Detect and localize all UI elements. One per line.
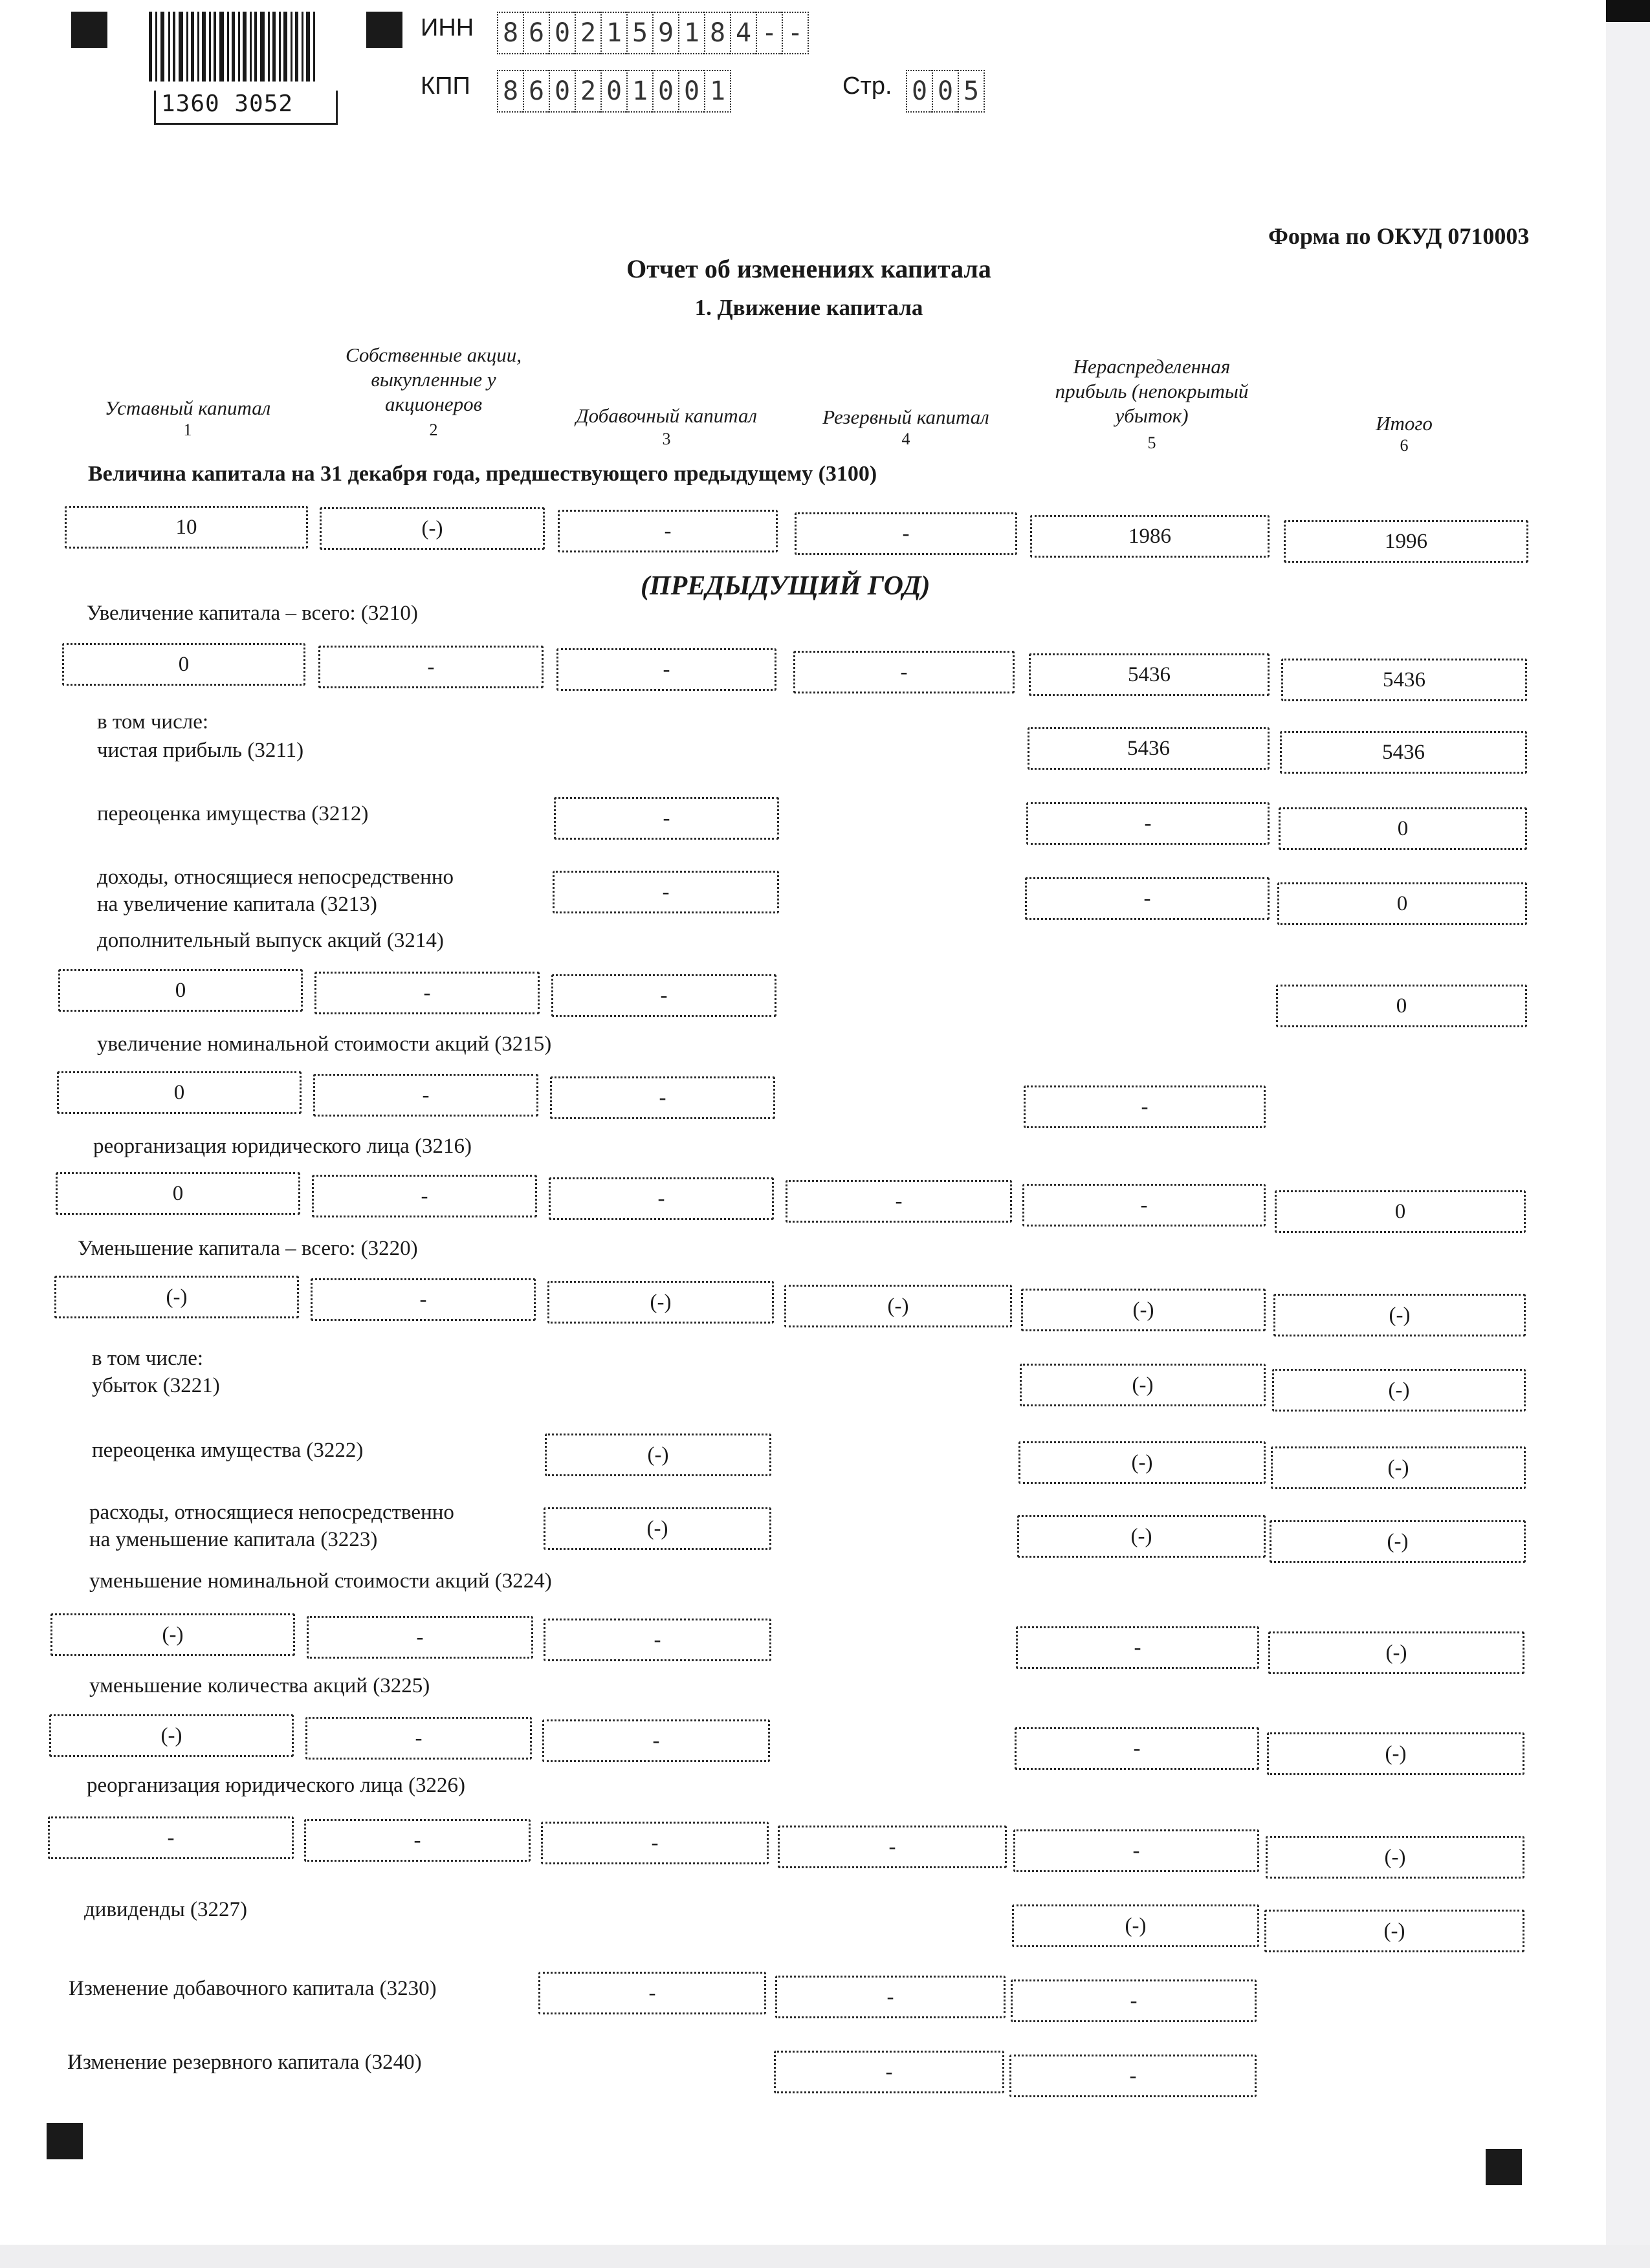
scan-right-edge xyxy=(1606,0,1650,2268)
inn-cell: - xyxy=(782,12,809,54)
column-header-5: Нераспределенная прибыль (непокрытый убыток) xyxy=(1055,355,1249,427)
cell-3226-col5[interactable]: - xyxy=(1013,1829,1259,1872)
cell-3221-col5[interactable]: (-) xyxy=(1020,1364,1266,1406)
inn-label: ИНН xyxy=(421,14,474,41)
barcode-number: 1360 3052 xyxy=(154,91,338,125)
inn-cell: 5 xyxy=(626,12,652,54)
registration-marker-top-center xyxy=(366,12,402,48)
row-label-3223-line2: на уменьшение капитала (3223) xyxy=(89,1528,378,1551)
cell-3220-col6[interactable]: (-) xyxy=(1273,1294,1526,1336)
page-number-cell: 0 xyxy=(906,70,932,113)
cell-3225-col6[interactable]: (-) xyxy=(1267,1732,1524,1775)
cell-3216-col5[interactable]: - xyxy=(1022,1184,1266,1227)
page-number-field[interactable] xyxy=(906,70,985,113)
row-label-3216: реорганизация юридического лица (3216) xyxy=(93,1135,472,1158)
cell-3222-col3[interactable]: (-) xyxy=(545,1434,771,1476)
column-number-1: 1 xyxy=(183,420,192,439)
cell-3216-col6[interactable]: 0 xyxy=(1275,1190,1526,1233)
cell-3214-col1[interactable]: 0 xyxy=(58,969,303,1012)
cell-3223-col6[interactable]: (-) xyxy=(1270,1520,1526,1563)
cell-3220-col4[interactable]: (-) xyxy=(784,1285,1012,1327)
cell-3100-col3[interactable]: - xyxy=(558,510,778,552)
inn-cell: 1 xyxy=(600,12,626,54)
column-number-6: 6 xyxy=(1400,436,1409,455)
cell-3240-col4[interactable]: - xyxy=(774,2051,1004,2093)
column-header-6: Итого xyxy=(1376,412,1433,435)
row-label-3212: переоценка имущества (3212) xyxy=(97,802,369,825)
row-label-3240: Изменение резервного капитала (3240) xyxy=(67,2051,422,2074)
column-number-2: 2 xyxy=(429,420,438,439)
cell-3216-col4[interactable]: - xyxy=(786,1180,1012,1223)
barcode-icon xyxy=(110,12,324,82)
row-label-3213-line2: на увеличение капитала (3213) xyxy=(97,893,377,916)
cell-3227-col5[interactable]: (-) xyxy=(1012,1904,1259,1947)
inn-cell: 8 xyxy=(704,12,730,54)
row-label-3221-prefix: в том числе: xyxy=(92,1347,204,1370)
page-number-cell: 5 xyxy=(958,70,985,113)
cell-3226-col2[interactable]: - xyxy=(304,1819,531,1862)
row-label-3210: Увеличение капитала – всего: (3210) xyxy=(87,602,418,625)
cell-3215-col2[interactable]: - xyxy=(313,1074,538,1117)
column-number-5: 5 xyxy=(1147,433,1156,452)
cell-3222-col6[interactable]: (-) xyxy=(1271,1446,1526,1489)
cell-3100-col2[interactable]: (-) xyxy=(320,507,545,550)
cell-3221-col6[interactable]: (-) xyxy=(1272,1369,1526,1412)
registration-marker-bottom-left xyxy=(47,2123,83,2159)
row-label-3223-line1: расходы, относящиеся непосредственно xyxy=(89,1501,454,1524)
kpp-cell: 1 xyxy=(626,70,652,113)
row-label-3221: убыток (3221) xyxy=(92,1374,220,1397)
cell-3210-col5[interactable]: 5436 xyxy=(1029,653,1270,696)
cell-3210-col2[interactable]: - xyxy=(318,646,544,688)
cell-3225-col2[interactable]: - xyxy=(305,1717,532,1760)
row-label-3211-prefix: в том числе: xyxy=(97,710,209,734)
cell-3216-col3[interactable]: - xyxy=(549,1177,774,1220)
cell-3225-col1[interactable]: (-) xyxy=(49,1714,294,1757)
cell-3240-col5[interactable]: - xyxy=(1009,2055,1257,2097)
cell-3213-col6[interactable]: 0 xyxy=(1277,882,1527,925)
cell-3212-col6[interactable]: 0 xyxy=(1279,807,1527,850)
cell-3216-col2[interactable]: - xyxy=(312,1175,537,1217)
row-label-3227: дивиденды (3227) xyxy=(84,1898,247,1921)
inn-cell: 6 xyxy=(523,12,549,54)
cell-3223-col5[interactable]: (-) xyxy=(1017,1515,1266,1558)
cell-3226-col4[interactable]: - xyxy=(778,1826,1007,1868)
cell-3211-col6[interactable]: 5436 xyxy=(1280,731,1527,774)
cell-3227-col6[interactable]: (-) xyxy=(1264,1910,1524,1952)
inn-field[interactable] xyxy=(497,12,809,54)
row-label-3226: реорганизация юридического лица (3226) xyxy=(87,1774,466,1797)
cell-3220-col1[interactable]: (-) xyxy=(54,1276,299,1318)
cell-3100-col1[interactable]: 10 xyxy=(65,506,308,549)
column-number-3: 3 xyxy=(662,430,671,448)
cell-3222-col5[interactable]: (-) xyxy=(1018,1441,1266,1484)
kpp-cell: 1 xyxy=(704,70,731,113)
cell-3211-col5[interactable]: 5436 xyxy=(1028,727,1270,770)
cell-3224-col6[interactable]: (-) xyxy=(1268,1631,1524,1674)
cell-3226-col6[interactable]: (-) xyxy=(1266,1836,1524,1879)
cell-3100-col6[interactable]: 1996 xyxy=(1284,520,1528,563)
page-label: Стр. xyxy=(842,72,892,100)
cell-3214-col6[interactable]: 0 xyxy=(1276,985,1527,1027)
column-header-1: Уставный капитал xyxy=(104,397,271,419)
page-title: Отчет об изменениях капитала xyxy=(626,254,991,283)
cell-3226-col3[interactable]: - xyxy=(541,1822,769,1864)
row-label-3225: уменьшение количества акций (3225) xyxy=(89,1674,430,1697)
registration-marker-top-left xyxy=(71,12,107,48)
kpp-cell: 0 xyxy=(652,70,678,113)
inn-cell: 0 xyxy=(549,12,575,54)
cell-3213-col3[interactable]: - xyxy=(553,871,779,913)
scan-edge-shadow xyxy=(1606,0,1650,22)
cell-3216-col1[interactable]: 0 xyxy=(56,1172,300,1215)
cell-3100-col4[interactable]: - xyxy=(795,512,1017,555)
cell-3226-col1[interactable]: - xyxy=(48,1816,294,1859)
row-label-3224: уменьшение номинальной стоимости акций (3224) xyxy=(89,1569,552,1593)
cell-3210-col3[interactable]: - xyxy=(556,648,776,691)
cell-3224-col5[interactable]: - xyxy=(1016,1626,1259,1669)
cell-3210-col6[interactable]: 5436 xyxy=(1281,659,1527,701)
section-heading: (ПРЕДЫДУЩИЙ ГОД) xyxy=(641,571,930,601)
row-label-3230: Изменение добавочного капитала (3230) xyxy=(69,1977,437,2000)
cell-3215-col1[interactable]: 0 xyxy=(57,1071,302,1114)
inn-cell: - xyxy=(756,12,782,54)
column-header-3: Добавочный капитал xyxy=(575,404,758,427)
row-label-3211: чистая прибыль (3211) xyxy=(97,739,304,762)
cell-3220-col3[interactable]: (-) xyxy=(547,1281,774,1324)
cell-3224-col3[interactable]: - xyxy=(544,1619,771,1661)
column-number-4: 4 xyxy=(901,430,910,448)
cell-3225-col5[interactable]: - xyxy=(1015,1727,1259,1770)
cell-3224-col2[interactable]: - xyxy=(307,1616,533,1659)
cell-3100-col5[interactable]: 1986 xyxy=(1030,515,1270,558)
cell-3220-col2[interactable]: - xyxy=(311,1278,536,1321)
cell-3214-col3[interactable]: - xyxy=(551,974,776,1017)
inn-cell: 9 xyxy=(652,12,678,54)
inn-cell: 1 xyxy=(678,12,704,54)
scan-bottom-edge xyxy=(0,2245,1650,2268)
registration-marker-bottom-right xyxy=(1486,2149,1522,2185)
cell-3212-col3[interactable]: - xyxy=(554,797,779,840)
kpp-cell: 8 xyxy=(497,70,523,113)
cell-3220-col5[interactable]: (-) xyxy=(1021,1289,1266,1331)
row-label-3214: дополнительный выпуск акций (3214) xyxy=(97,929,444,952)
column-header-2: Собственные акции, выкупленные у акционеров xyxy=(345,343,522,415)
page-subtitle: 1. Движение капитала xyxy=(694,295,923,320)
cell-3230-col5[interactable]: - xyxy=(1011,1979,1257,2022)
cell-3210-col1[interactable]: 0 xyxy=(62,643,305,686)
form-code: Форма по ОКУД 0710003 xyxy=(1268,223,1530,249)
kpp-cell: 2 xyxy=(575,70,600,113)
cell-3214-col2[interactable]: - xyxy=(314,972,540,1014)
kpp-cell: 0 xyxy=(678,70,704,113)
page-number-cell: 0 xyxy=(932,70,958,113)
row-label-3213-line1: доходы, относящиеся непосредственно xyxy=(97,866,454,889)
kpp-cell: 0 xyxy=(549,70,575,113)
kpp-label: КПП xyxy=(421,72,470,100)
kpp-field[interactable] xyxy=(497,70,731,113)
cell-3213-col5[interactable]: - xyxy=(1025,877,1270,920)
inn-cell: 2 xyxy=(575,12,600,54)
row-label-3215: увеличение номинальной стоимости акций (3215) xyxy=(97,1032,552,1056)
cell-3224-col1[interactable]: (-) xyxy=(50,1613,295,1656)
row-label-3220: Уменьшение капитала – всего: (3220) xyxy=(78,1237,418,1260)
cell-3230-col4[interactable]: - xyxy=(775,1976,1006,2018)
cell-3215-col3[interactable]: - xyxy=(550,1076,775,1119)
inn-cell: 8 xyxy=(497,12,523,54)
column-header-4: Резервный капитал xyxy=(822,406,989,428)
row-label-3222: переоценка имущества (3222) xyxy=(92,1439,364,1462)
cell-3230-col3[interactable]: - xyxy=(538,1972,766,2014)
inn-cell: 4 xyxy=(730,12,756,54)
cell-3210-col4[interactable]: - xyxy=(793,651,1015,693)
kpp-cell: 0 xyxy=(600,70,626,113)
row-label-3100: Величина капитала на 31 декабря года, предшествующего предыдущему (3100) xyxy=(88,462,877,486)
kpp-cell: 6 xyxy=(523,70,549,113)
cell-3212-col5[interactable]: - xyxy=(1026,802,1270,845)
cell-3223-col3[interactable]: (-) xyxy=(544,1507,771,1550)
cell-3225-col3[interactable]: - xyxy=(542,1719,770,1762)
cell-3215-col5[interactable]: - xyxy=(1024,1085,1266,1128)
